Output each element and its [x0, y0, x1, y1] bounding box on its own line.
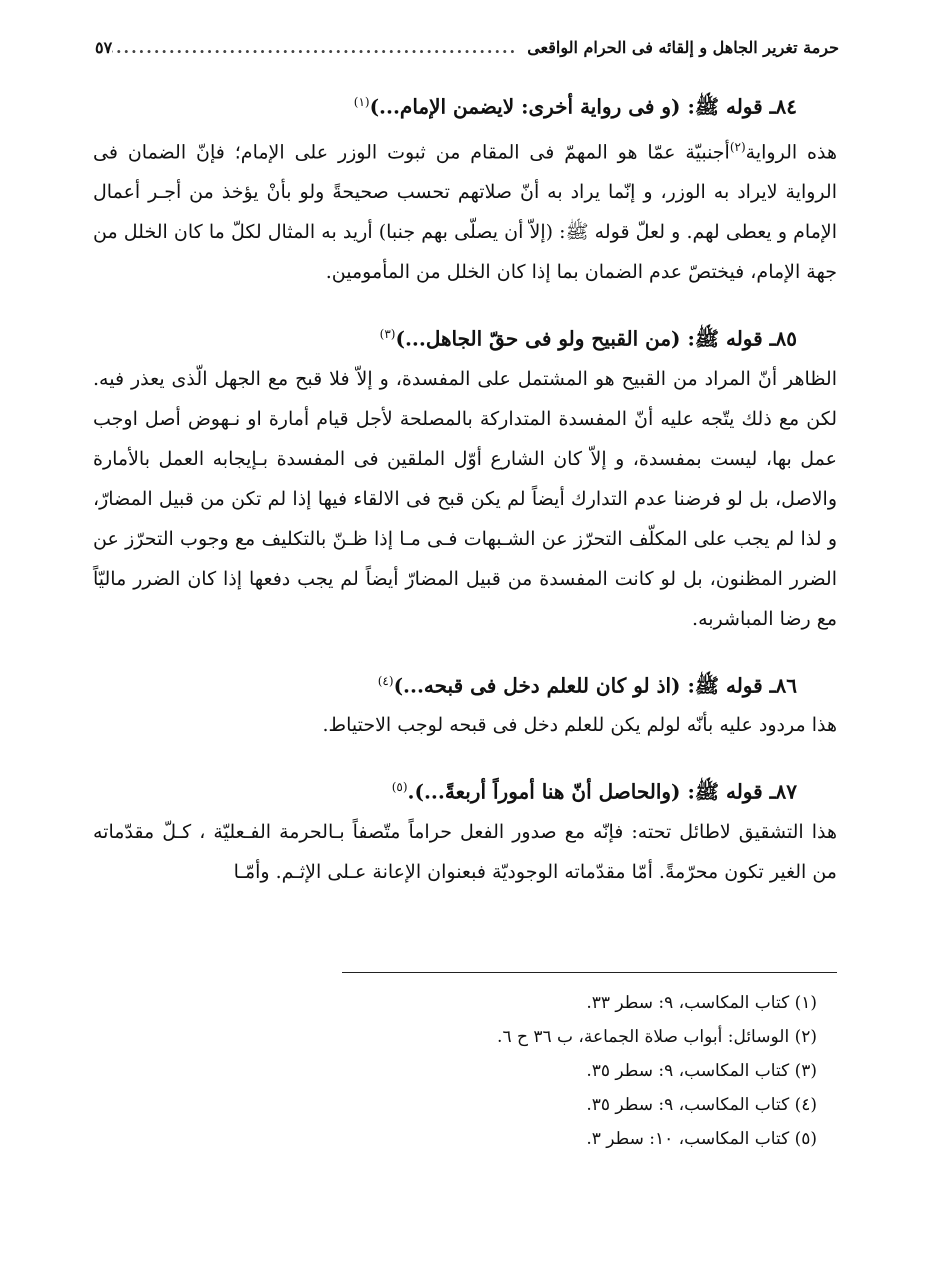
footnote-divider [342, 972, 837, 973]
leader-dots [112, 38, 527, 57]
section-heading: ٨٥ـ قوله ﷺ: (من القبيح ولو فى حقّ الجاهل...)$^{(٣)}$ [379, 326, 797, 351]
section-heading: ٨٧ـ قوله ﷺ: (والحاصل أنّ هنا أموراً أربعةً...).$^{(٥)}$ [391, 779, 797, 804]
section-85 [93, 314, 837, 639]
running-header [95, 30, 839, 64]
footnote-marker: (٢) [729, 139, 746, 154]
paragraph: الظاهر أنّ المراد من القبيح هو المشتمل على المفسدة، و إلاّ فلا قبح مع الجهل الّذى يعذر فيه. لكن مع ذلك يتّجه عليه أنّ المفسدة المتداركة بالمصلحة لأجل قيام أمارة او نـهوض أصل اوجب عمل بها، ليست بمفسدة، و إلاّ كان الشارع أوّل الملقين فى المفسدة بـإيجابه العمل بالأمارة والاصل، بل لو فرضنا عدم التدارك أيضاً لم يكن قبح فى الالقاء فيها إذا لم تكن من قبيل المضارّ، و لذا لم يجب على المكلّف التحرّز عن الشـبهات فـى مـا إذا ظـنّ بالتكليف مع وجوب التحرّز عن الضرر المظنون، بل لو كانت المفسدة من قبيل المضارّ أيضاً لم يجب دفعها إذا كان الضرر ماليّاً مع رضا المباشربه. [93, 367, 837, 630]
section-86 [93, 661, 837, 746]
footnote-marker: (٥) [391, 780, 408, 795]
section-heading: ٨٤ـ قوله ﷺ: (و فى رواية أخرى: لايضمن الإمام...)$^{(١)}$ [353, 94, 797, 119]
footnote-marker: (٤) [377, 673, 394, 688]
footnote-item: (١) كتاب المكاسب، ٩: سطر ٣٣. [586, 993, 817, 1013]
paragraph: هذا التشقيق لاطائل تحته: فإنّه مع صدور الفعل حراماً متّصفاً بـالحرمة الفـعليّة ، كـلّ مقدّماته من الغير تكون محرّمةً. أمّا مقدّماته الوجوديّة فبعنوان الإعانة عـلى الإثـم. وأمّـا [93, 820, 837, 883]
page-number: ٥٧ [95, 37, 113, 57]
running-title: حرمة تغرير الجاهل و إلقائه فى الحرام الواقعى [527, 37, 839, 57]
main-text [93, 82, 837, 914]
footnote-item: (٣) كتاب المكاسب، ٩: سطر ٣٥. [586, 1061, 817, 1081]
footnote-item: (٢) الوسائل: أبواب صلاة الجماعة، ب ٣٦ ح ٦. [497, 1027, 817, 1047]
footnote-list [497, 986, 837, 1156]
section-heading: ٨٦ـ قوله ﷺ: (اذ لو كان للعلم دخل فى قبحه...)$^{(٤)}$ [377, 673, 797, 698]
section-84 [93, 82, 837, 292]
footnote-item: (٥) كتاب المكاسب، ١٠: سطر ٣. [586, 1129, 817, 1149]
section-87 [93, 767, 837, 892]
paragraph: هذا مردود عليه بأنّه لولم يكن للعلم دخل فى قبحه لوجب الاحتياط. [322, 714, 837, 737]
footnote-marker: (٣) [379, 326, 396, 341]
footnote-marker: (١) [353, 95, 370, 109]
paragraph: هذه الرواية$^{(٢)}$أجنبيّة عمّا هو المهمّ فى المقام من ثبوت الوزر على الإمام؛ فإنّ الضمان فى الرواية لايراد به الوزر، و إنّما يراد به أنّ صلاتهم تحسب صحيحةً ولو بأنْ يؤخذ من أجـر أعمال الإمام و يعطى لهم. و لعلّ قوله ﷺ: (إلاّ أن يصلّى بهم جنبا) أريد به المثال لكلّ ما كان الخلل من جهة الإمام، فيختصّ عدم الضمان بما إذا كان الخلل من المأمومين. [93, 139, 838, 283]
footnote-item: (٤) كتاب المكاسب، ٩: سطر ٣٥. [586, 1095, 817, 1115]
